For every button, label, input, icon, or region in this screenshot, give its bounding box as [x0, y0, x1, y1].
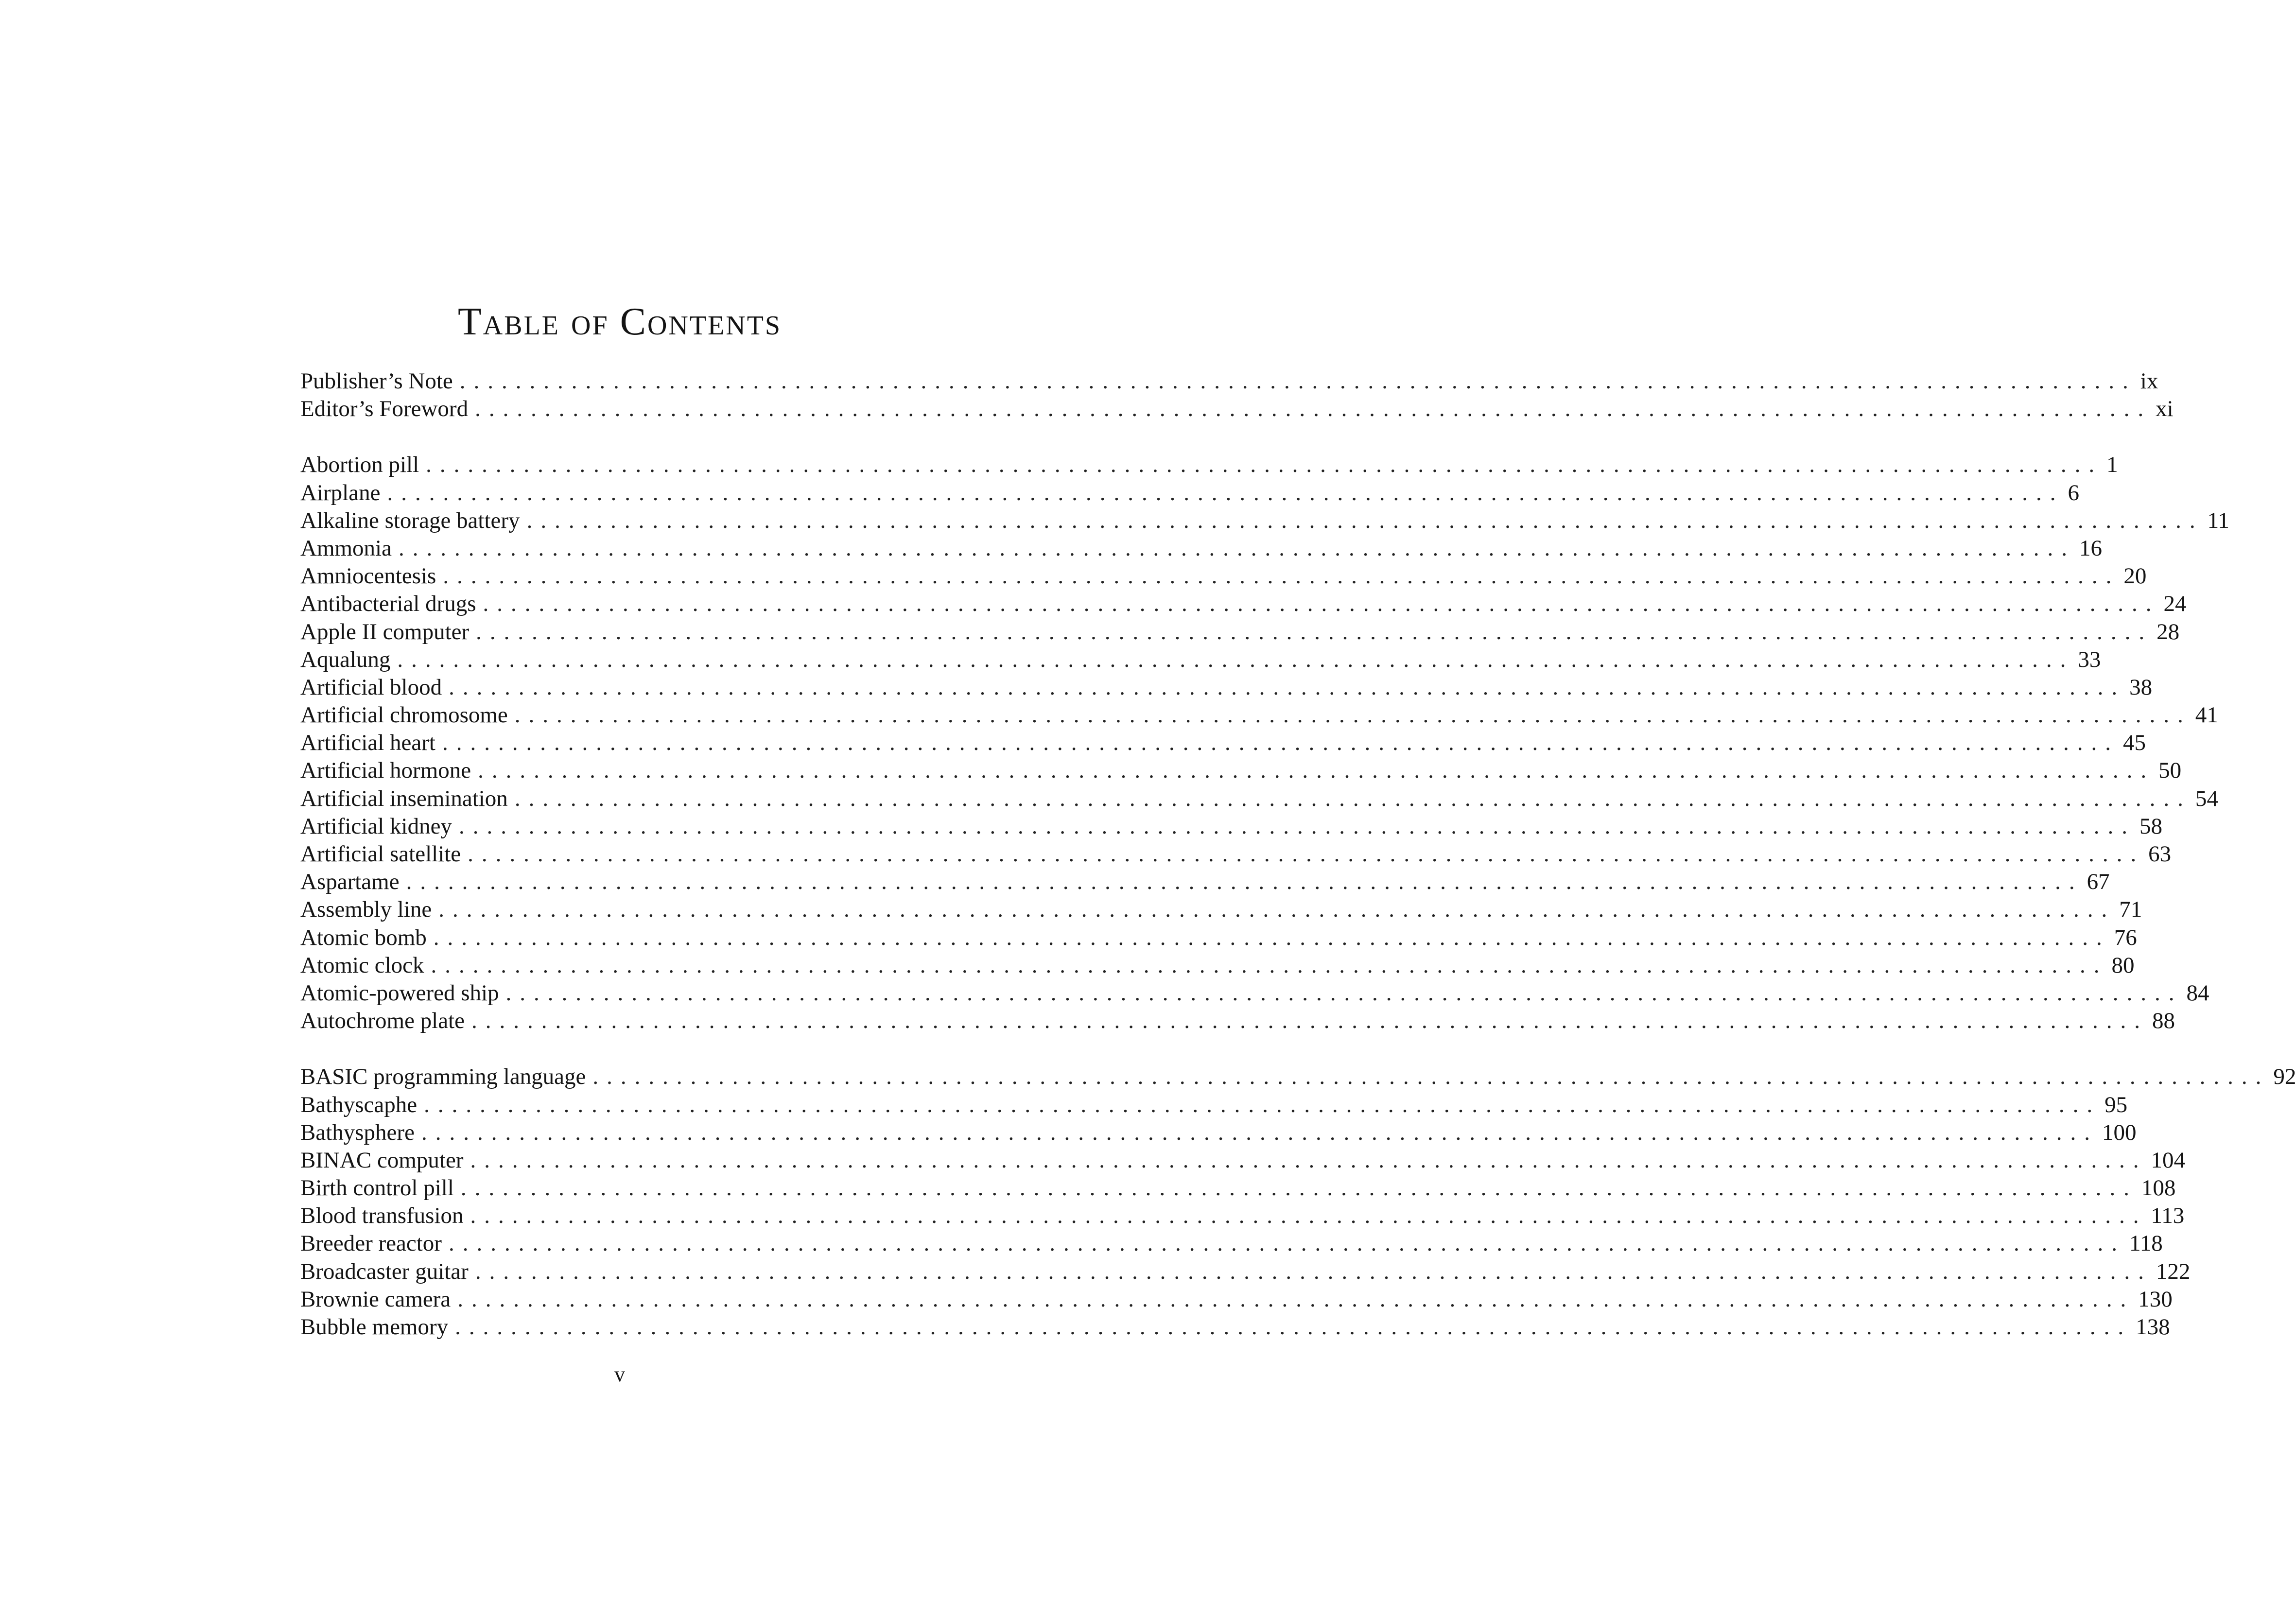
toc-entry-page: 58: [2139, 813, 2162, 839]
dot-leader: ........................................................................................................................: [443, 563, 2120, 589]
toc-entry-page: 95: [2105, 1092, 2128, 1117]
toc-entry-label: Breeder reactor: [300, 1231, 442, 1256]
toc-entry-label: Apple II computer: [300, 619, 470, 645]
toc-entry[interactable]: [300, 367, 2158, 395]
dot-leader: ........................................................................................................................: [438, 897, 2116, 923]
toc-entry-page: 28: [2157, 619, 2180, 645]
table-of-contents: [300, 367, 2296, 1341]
toc-entry-page: 6: [2068, 480, 2079, 506]
toc-entry-page: 24: [2163, 591, 2187, 617]
dot-leader: ........................................................................................................................: [457, 1286, 2135, 1312]
toc-entry-page: 118: [2129, 1231, 2163, 1256]
toc-entry-page: 41: [2195, 702, 2218, 728]
toc-entry[interactable]: [300, 840, 2172, 868]
toc-entry-label: Autochrome plate: [300, 1008, 465, 1034]
toc-entry-label: Aspartame: [300, 869, 400, 895]
dot-leader: ........................................................................................................................: [433, 924, 2110, 950]
toc-entry-page: ix: [2140, 368, 2158, 394]
toc-entry-label: Atomic bomb: [300, 924, 427, 950]
toc-entry-page: 50: [2158, 758, 2182, 784]
dot-leader: ........................................................................................................................: [406, 869, 2083, 895]
toc-entry-page: 33: [2078, 646, 2101, 672]
dot-leader: ........................................................................................................................: [478, 758, 2155, 784]
toc-entry[interactable]: [300, 674, 2153, 701]
toc-entry[interactable]: [300, 979, 2209, 1007]
dot-leader: ........................................................................................................................: [483, 591, 2160, 617]
toc-entry[interactable]: [300, 1258, 2191, 1286]
toc-entry[interactable]: [300, 1147, 2185, 1174]
toc-entry[interactable]: [300, 1313, 2170, 1341]
dot-leader: ........................................................................................................................: [442, 730, 2119, 756]
dot-leader: ........................................................................................................................: [526, 507, 2204, 533]
dot-leader: ........................................................................................................................: [421, 1119, 2098, 1145]
toc-entry-page: 108: [2141, 1175, 2176, 1201]
toc-entry-label: Publisher’s Note: [300, 368, 453, 394]
dot-leader: ........................................................................................................................: [468, 841, 2145, 867]
toc-entry[interactable]: [300, 785, 2218, 813]
toc-entry-label: Ammonia: [300, 535, 392, 561]
dot-leader: ........................................................................................................................: [449, 674, 2126, 700]
toc-entry-label: Artificial chromosome: [300, 702, 508, 728]
dot-leader: ........................................................................................................................: [505, 980, 2183, 1006]
toc-entry-page: 113: [2151, 1203, 2185, 1229]
toc-entry-page: 71: [2119, 897, 2142, 923]
toc-entry-label: Brownie camera: [300, 1286, 451, 1312]
toc-entry-page: 100: [2102, 1119, 2137, 1145]
toc-entry[interactable]: [300, 451, 2118, 479]
toc-entry[interactable]: [300, 507, 2229, 535]
toc-entry-page: 38: [2129, 674, 2153, 700]
toc-entry-page: 130: [2138, 1286, 2173, 1312]
dot-leader: ........................................................................................................................: [476, 619, 2153, 645]
toc-entry[interactable]: [300, 1202, 2185, 1230]
toc-entry-page: 84: [2186, 980, 2209, 1006]
toc-entry-label: Bubble memory: [300, 1314, 449, 1340]
toc-entry[interactable]: [300, 1286, 2173, 1313]
dot-leader: ........................................................................................................................: [514, 785, 2192, 811]
toc-group-a: [300, 451, 2229, 1035]
toc-entry-label: Artificial satellite: [300, 841, 461, 867]
toc-entry[interactable]: [300, 590, 2187, 618]
toc-entry-label: Artificial heart: [300, 730, 435, 756]
toc-entry-page: 11: [2207, 507, 2229, 533]
dot-leader: ........................................................................................................................: [398, 535, 2075, 561]
dot-leader: ........................................................................................................................: [448, 1231, 2125, 1256]
toc-entry[interactable]: [300, 1230, 2163, 1257]
toc-group-front-matter: [300, 367, 2174, 423]
toc-entry-label: Artificial hormone: [300, 758, 471, 784]
toc-entry-label: Airplane: [300, 480, 381, 506]
toc-entry[interactable]: [300, 813, 2162, 840]
toc-entry-label: Editor’s Foreword: [300, 396, 469, 422]
toc-entry-label: Bathysphere: [300, 1119, 415, 1145]
toc-entry[interactable]: [300, 562, 2147, 590]
dot-leader: ........................................................................................................................: [458, 813, 2136, 839]
toc-entry-label: Aqualung: [300, 646, 391, 672]
toc-entry[interactable]: [300, 646, 2101, 674]
toc-entry[interactable]: [300, 896, 2142, 924]
toc-entry[interactable]: [300, 868, 2110, 896]
toc-entry-label: Alkaline storage battery: [300, 507, 520, 533]
toc-entry-label: Artificial kidney: [300, 813, 452, 839]
dot-leader: ........................................................................................................................: [470, 1147, 2147, 1173]
toc-entry-label: Atomic-powered ship: [300, 980, 499, 1006]
toc-entry[interactable]: [300, 952, 2135, 979]
dot-leader: ........................................................................................................................: [475, 1258, 2152, 1284]
dot-leader: ........................................................................................................................: [471, 1008, 2149, 1034]
toc-entry-page: 16: [2079, 535, 2102, 561]
toc-entry[interactable]: [300, 535, 2102, 562]
toc-entry[interactable]: [300, 757, 2182, 785]
toc-entry-page: 88: [2152, 1008, 2175, 1034]
toc-entry-label: Bathyscaphe: [300, 1092, 417, 1117]
page-title: Table of Contents: [457, 300, 782, 343]
toc-entry-label: Artificial blood: [300, 674, 442, 700]
toc-entry-label: Abortion pill: [300, 452, 419, 478]
toc-entry-page: xi: [2156, 396, 2174, 422]
toc-entry-page: 45: [2122, 730, 2146, 756]
toc-entry-label: Atomic clock: [300, 952, 424, 978]
toc-entry[interactable]: [300, 1174, 2176, 1202]
toc-entry-label: Artificial insemination: [300, 785, 508, 811]
dot-leader: ........................................................................................................................: [460, 1175, 2138, 1201]
toc-entry-page: 67: [2087, 869, 2110, 895]
toc-entry-page: 104: [2151, 1147, 2185, 1173]
toc-entry-label: Birth control pill: [300, 1175, 454, 1201]
toc-entry-page: 63: [2148, 841, 2172, 867]
toc-entry[interactable]: [300, 1091, 2128, 1119]
toc-entry-page: 76: [2114, 924, 2137, 950]
toc-entry-page: 122: [2156, 1258, 2191, 1284]
dot-leader: ........................................................................................................................: [592, 1064, 2270, 1090]
dot-leader: ........................................................................................................................: [424, 1092, 2101, 1117]
toc-entry-page: 80: [2111, 952, 2135, 978]
dot-leader: ........................................................................................................................: [470, 1203, 2147, 1229]
toc-entry-label: Assembly line: [300, 897, 432, 923]
toc-entry-label: Amniocentesis: [300, 563, 436, 589]
dot-leader: ........................................................................................................................: [426, 452, 2103, 478]
toc-entry[interactable]: [300, 1063, 2296, 1091]
toc-entry-page: 1: [2106, 452, 2118, 478]
toc-entry-label: Antibacterial drugs: [300, 591, 476, 617]
dot-leader: ........................................................................................................................: [459, 368, 2137, 394]
page-number: v: [614, 1362, 625, 1386]
toc-entry-label: Broadcaster guitar: [300, 1258, 469, 1284]
dot-leader: ........................................................................................................................: [397, 646, 2074, 672]
toc-entry-page: 20: [2123, 563, 2147, 589]
dot-leader: ........................................................................................................................: [514, 702, 2192, 728]
toc-entry[interactable]: [300, 701, 2218, 729]
toc-entry[interactable]: [300, 1119, 2137, 1147]
toc-entry[interactable]: [300, 479, 2079, 507]
toc-entry[interactable]: [300, 1007, 2175, 1035]
toc-entry-page: 138: [2136, 1314, 2170, 1340]
toc-entry-page: 54: [2195, 785, 2218, 811]
toc-group-b: [300, 1063, 2296, 1341]
toc-entry[interactable]: [300, 729, 2146, 757]
toc-entry[interactable]: [300, 395, 2174, 423]
dot-leader: ........................................................................................................................: [431, 952, 2108, 978]
toc-entry[interactable]: [300, 924, 2137, 952]
toc-entry-page: 92: [2273, 1064, 2296, 1090]
toc-entry-label: Blood transfusion: [300, 1203, 464, 1229]
dot-leader: ........................................................................................................................: [455, 1314, 2132, 1340]
toc-entry[interactable]: [300, 618, 2180, 646]
dot-leader: ........................................................................................................................: [387, 480, 2064, 506]
toc-entry-label: BASIC programming language: [300, 1064, 586, 1090]
toc-entry-label: BINAC computer: [300, 1147, 464, 1173]
dot-leader: ........................................................................................................................: [475, 396, 2152, 422]
